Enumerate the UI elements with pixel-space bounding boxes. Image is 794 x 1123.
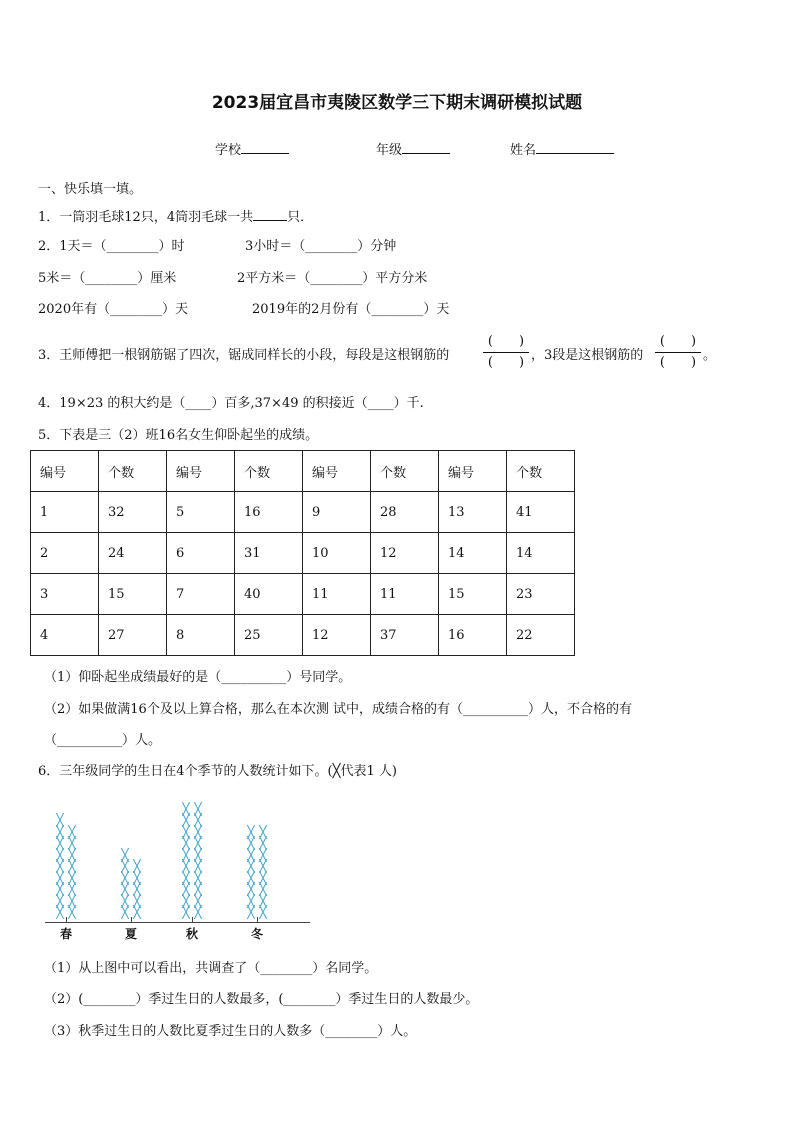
pictograph-marker: ╳ [247, 882, 255, 896]
header-cell: 个数 [371, 451, 439, 492]
table-cell: 14 [507, 533, 575, 574]
pictograph-marker: ╳ [68, 859, 76, 873]
table-cell: 3 [31, 574, 99, 615]
pictograph-marker: ╳ [247, 893, 255, 908]
pictograph-marker: ╳ [56, 882, 64, 896]
table-cell: 41 [507, 492, 575, 533]
pictograph-marker: ╳ [182, 836, 190, 850]
table-cell: 10 [303, 533, 371, 574]
table-cell: 25 [235, 615, 303, 656]
table-cell: 12 [303, 615, 371, 656]
pictograph-marker: ╳ [56, 859, 64, 873]
pictograph-marker: ╳ [259, 847, 267, 862]
school-label: 学校 [215, 143, 242, 158]
grade-label: 年级 [376, 143, 403, 158]
pictograph-marker: ╳ [56, 870, 64, 885]
table-cell: 11 [303, 574, 371, 615]
pictograph-marker: ╳ [259, 882, 267, 896]
pictograph-marker: ╳ [68, 882, 76, 896]
table-cell: 40 [235, 574, 303, 615]
question-1: 1．一筒羽毛球12只，4筒羽毛球一共 只． [38, 210, 314, 225]
table-cell: 16 [235, 492, 303, 533]
pictograph-marker: ╳ [68, 836, 76, 850]
pictograph-marker: ╳ [56, 847, 64, 862]
pictograph-marker: ╳ [121, 882, 129, 896]
name-field[interactable] [510, 141, 614, 159]
pictograph-marker: ╳ [259, 824, 267, 839]
header-cell: 个数 [99, 451, 167, 492]
pictograph-marker: ╳ [182, 905, 190, 919]
question-6-sub-3: （3）秋季过生日的人数比夏季过生日的人数多（________）人。 [44, 1024, 417, 1039]
pictograph-marker: ╳ [182, 893, 190, 908]
pictograph-marker: ╳ [182, 870, 190, 885]
pictograph-marker: ╳ [194, 893, 202, 908]
pictograph-marker: ╳ [68, 893, 76, 908]
season-label: 秋 [185, 927, 198, 941]
table-cell: 6 [167, 533, 235, 574]
pictograph-marker: ╳ [247, 859, 255, 873]
question-3-text-c: 。 [703, 348, 717, 363]
header-cell: 个数 [507, 451, 575, 492]
table-row [31, 615, 575, 656]
page-title: 2023届宜昌市夷陵区数学三下期末调研模拟试题 [211, 93, 583, 113]
question-2-february-days: 2019年的2月份有（________）天 [252, 302, 450, 317]
table-cell: 14 [439, 533, 507, 574]
table-cell: 12 [371, 533, 439, 574]
pictograph-marker: ╳ [182, 801, 190, 816]
school-field[interactable] [215, 141, 289, 159]
question-2-area: 2平方米＝（________）平方分米 [237, 271, 428, 286]
question-6-intro: 6．三年级同学的生日在4个季节的人数统计如下。(╳代表1 人) [38, 764, 397, 779]
fraction-blank-2[interactable]: ( ) ( ) [655, 334, 701, 371]
table-cell: 9 [303, 492, 371, 533]
pictograph-marker: ╳ [133, 870, 141, 885]
pictograph-marker: ╳ [247, 847, 255, 862]
question-2-year-days: 2020年有（________）天 [38, 302, 189, 317]
season-label: 夏 [124, 927, 137, 941]
pictograph-marker: ╳ [247, 824, 255, 839]
pictograph-marker: ╳ [182, 824, 190, 839]
table-cell: 1 [31, 492, 99, 533]
question-5-sub-2b: （__________）人。 [44, 733, 162, 748]
pictograph-marker: ╳ [182, 859, 190, 873]
grade-field[interactable] [376, 141, 450, 159]
birthday-pictograph [40, 795, 320, 945]
table-cell: 23 [507, 574, 575, 615]
axis-tick [66, 917, 67, 922]
table-row [31, 492, 575, 533]
table-cell: 4 [31, 615, 99, 656]
chart-axis [45, 922, 310, 923]
pictograph-marker: ╳ [247, 905, 255, 919]
table-cell: 27 [99, 615, 167, 656]
pictograph-marker: ╳ [133, 859, 141, 873]
pictograph-marker: ╳ [259, 893, 267, 908]
header-cell: 编号 [31, 451, 99, 492]
table-cell: 7 [167, 574, 235, 615]
question-2-hours-minutes: 3小时＝（________）分钟 [245, 239, 397, 254]
pictograph-marker: ╳ [133, 893, 141, 908]
pictograph-marker: ╳ [194, 847, 202, 862]
pictograph-marker: ╳ [56, 813, 64, 827]
pictograph-marker: ╳ [194, 870, 202, 885]
header-cell: 编号 [167, 451, 235, 492]
table-cell: 32 [99, 492, 167, 533]
table-cell: 31 [235, 533, 303, 574]
pictograph-marker: ╳ [182, 813, 190, 827]
pictograph-marker: ╳ [68, 870, 76, 885]
pictograph-marker: ╳ [121, 870, 129, 885]
pictograph-marker: ╳ [194, 836, 202, 850]
pictograph-marker: ╳ [121, 905, 129, 919]
name-label: 姓名 [510, 143, 537, 158]
question-5-sub-1: （1）仰卧起坐成绩最好的是（__________）号同学。 [44, 670, 352, 685]
pictograph-marker: ╳ [259, 905, 267, 919]
pictograph-marker: ╳ [121, 859, 129, 873]
pictograph-marker: ╳ [259, 870, 267, 885]
pictograph-marker: ╳ [56, 824, 64, 839]
header-cell: 编号 [303, 451, 371, 492]
pictograph-marker: ╳ [133, 905, 141, 919]
season-label: 春 [59, 927, 72, 941]
pictograph-marker: ╳ [194, 813, 202, 827]
pictograph-marker: ╳ [133, 882, 141, 896]
pictograph-marker: ╳ [68, 847, 76, 862]
pictograph-marker: ╳ [247, 870, 255, 885]
table-header-row [31, 451, 575, 492]
pictograph-marker: ╳ [68, 905, 76, 919]
table-row [31, 533, 575, 574]
table-cell: 37 [371, 615, 439, 656]
scores-table [30, 450, 575, 656]
table-cell: 15 [439, 574, 507, 615]
pictograph-marker: ╳ [259, 836, 267, 850]
question-5-sub-2a: （2）如果做满16个及以上算合格，那么在本次测 试中，成绩合格的有（__________）人，不合格的有 [44, 702, 632, 717]
table-cell: 2 [31, 533, 99, 574]
table-cell: 13 [439, 492, 507, 533]
header-cell: 个数 [235, 451, 303, 492]
pictograph-marker: ╳ [56, 905, 64, 919]
question-6-sub-1: （1）从上图中可以看出，共调查了（________）名同学。 [44, 961, 378, 976]
question-2-meters-cm: 5米＝（________）厘米 [38, 271, 177, 286]
pictograph-marker: ╳ [182, 882, 190, 896]
axis-tick [192, 917, 193, 922]
table-cell: 15 [99, 574, 167, 615]
pictograph-marker: ╳ [194, 882, 202, 896]
question-3-text-a: 3．王师傅把一根钢筋锯了四次，锯成同样长的小段，每段是这根钢筋的 [38, 348, 450, 363]
pictograph-marker: ╳ [121, 847, 129, 862]
pictograph-marker: ╳ [182, 847, 190, 862]
question-5-intro: 5．下表是三（2）班16名女生仰卧起坐的成绩。 [38, 428, 319, 443]
table-cell: 16 [439, 615, 507, 656]
axis-tick [257, 917, 258, 922]
question-2-day-hours: 2．1天＝（________）时 [38, 239, 185, 254]
pictograph-marker: ╳ [56, 893, 64, 908]
pictograph-marker: ╳ [194, 824, 202, 839]
table-cell: 28 [371, 492, 439, 533]
question-4: 4．19×23 的积大约是（____）百多,37×49 的积接近（____）千. [38, 396, 424, 411]
fraction-blank-1[interactable]: ( ) ( ) [483, 334, 529, 371]
pictograph-marker: ╳ [194, 801, 202, 816]
table-cell: 11 [371, 574, 439, 615]
pictograph-marker: ╳ [247, 836, 255, 850]
question-6-sub-2: （2）(________）季过生日的人数最多，(________）季过生日的人数最少。 [44, 992, 479, 1007]
pictograph-marker: ╳ [68, 824, 76, 839]
pictograph-marker: ╳ [121, 893, 129, 908]
season-label: 冬 [250, 927, 263, 941]
table-row [31, 574, 575, 615]
table-cell: 24 [99, 533, 167, 574]
table-cell: 22 [507, 615, 575, 656]
section-heading: 一、快乐填一填。 [38, 182, 143, 197]
axis-tick [131, 917, 132, 922]
header-cell: 编号 [439, 451, 507, 492]
pictograph-marker: ╳ [194, 859, 202, 873]
table-cell: 5 [167, 492, 235, 533]
pictograph-marker: ╳ [259, 859, 267, 873]
question-3-text-b: ，3段是这根钢筋的 [531, 348, 644, 363]
pictograph-marker: ╳ [194, 905, 202, 919]
pictograph-marker: ╳ [56, 836, 64, 850]
table-cell: 8 [167, 615, 235, 656]
